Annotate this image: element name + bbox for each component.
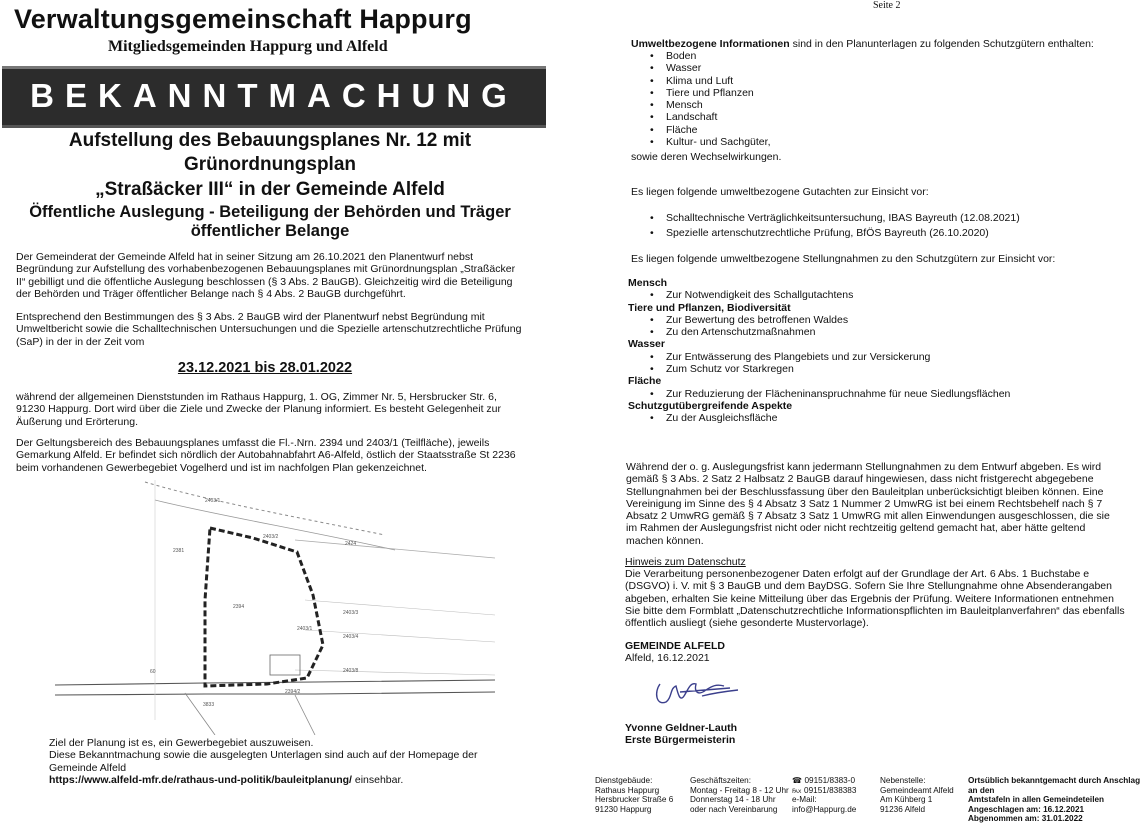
signer-title: Erste Bürgermeisterin bbox=[625, 734, 736, 746]
homepage-line: Diese Bekanntmachung sowie die ausgelegten Unterlagen sind auch auf der Homepage der Gemeinde Alfeld bbox=[49, 749, 478, 774]
section-title: Wasser bbox=[628, 338, 665, 351]
gutachten-intro: Es liegen folgende umweltbezogene Gutachten zur Einsicht vor: bbox=[631, 186, 929, 198]
heading-line-2: Grünordnungsplan bbox=[183, 154, 357, 175]
homepage-suffix: einsehbar. bbox=[351, 773, 404, 786]
paragraph-goal bbox=[49, 737, 519, 786]
paragraph-datenschutz: Die Verarbeitung personenbezogener Daten erfolgt auf der Grundlage der Art. 6 Abs. 1 Buchstabe e (DSGVO) i. V. mit § 3 BauGB und dem BayDSG. Sofern Sie Ihre Stellungnahme ohne Absenderangaben abgeben, erhalten Sie keine Mitteilung über das Ergebnis der Prüfung. Weitere Informationen entnehmen Sie bitte dem Formblatt „Datenschutzrechtliche Informationspflichten im Bauleitplanverfahren“ das ebenfalls öffentlich ausliegt (siehe gesonderte Mustervorlage). bbox=[625, 568, 1125, 630]
goal-line: Ziel der Planung ist es, ein Gewerbegebiet auszuweisen. bbox=[49, 737, 314, 749]
list-item: • Wasser bbox=[648, 62, 948, 74]
list-item: • Kultur- und Sachgüter, bbox=[648, 136, 948, 148]
footer-line: 91236 Alfeld bbox=[880, 804, 926, 814]
page-number: Seite 2 bbox=[873, 0, 901, 11]
plan-label: 2403/1 bbox=[297, 626, 313, 632]
plan-label: 2403/8 bbox=[343, 668, 359, 674]
list-item: • Boden bbox=[648, 50, 948, 62]
footer-branch bbox=[880, 776, 954, 814]
heading-line-5: öffentlicher Belange bbox=[190, 222, 350, 240]
plan-label: 2381 bbox=[173, 548, 185, 554]
page-1 bbox=[0, 0, 572, 823]
org-subtitle: Mitgliedsgemeinden Happurg und Alfeld bbox=[108, 38, 388, 55]
footer-line: Geschäftszeiten: bbox=[690, 776, 751, 785]
paragraph-frist: Während der o. g. Auslegungsfrist kann jedermann Stellungnahmen zu dem Entwurf abgeben. Es wird gemäß § 3 Abs. 2 Satz 2 Halbsatz 2 BauGB darauf hingewiesen, dass nicht fristgerecht abgegebene Stellungnahmen bei der Beschlussfassung über den Bauleitplan unberücksichtigt bleiben können. Eine Vereinigung im Sinne des § 4 Absatz 3 Satz 1 Nummer 2 UmwRG ist bei einem Rechtsbehelf nach § 7 Absatz 2 UmwRG gemäß § 7 Absatz 3 Satz 1 UmwRG mit allen Einwendungen ausgeschlossen, die sie im Rahmen der Auslegungsfrist nicht oder nicht rechtzeitig geltend gemacht hat, aber hätte geltend machen können. bbox=[626, 461, 1110, 547]
plan-label: 3833 bbox=[203, 702, 215, 708]
place-date: Alfeld, 16.12.2021 bbox=[625, 652, 710, 664]
stellungnahmen-sections bbox=[628, 277, 1108, 425]
footer-line: Nebenstelle: bbox=[880, 776, 926, 785]
banner-text: BEKANNTMACHUNG bbox=[30, 77, 518, 114]
env-info-intro-bold: Umweltbezogene Informationen bbox=[631, 38, 790, 50]
list-item: • Zu den Artenschutzmaßnahmen bbox=[648, 326, 1108, 338]
footer-line: Donnerstag 14 - 18 Uhr bbox=[690, 795, 776, 805]
plan-label: 2424 bbox=[345, 541, 357, 547]
stellungnahmen-intro: Es liegen folgende umweltbezogene Stellungnahmen zu den Schutzgütern zur Einsicht vor: bbox=[631, 253, 1056, 265]
footer-line: Montag - Freitag 8 - 12 Uhr bbox=[690, 785, 789, 795]
footer-line: Am Kühberg 1 bbox=[880, 795, 933, 805]
env-items-list bbox=[648, 50, 948, 148]
plan-label: 2403/1 bbox=[205, 498, 221, 504]
paragraph-display: Entsprechend den Bestimmungen des § 3 Abs. 2 BauGB wird der Planentwurf nebst Begründung mit Umweltbericht sowie die Schalltechnischen Untersuchungen und die Spezielle artenschutzrechtliche Prüfung (SaP) in der in der Zeit vom bbox=[16, 311, 522, 348]
plan-label: 2394/2 bbox=[285, 689, 301, 695]
list-item: • Schalltechnische Verträglichkeitsuntersuchung, IBAS Bayreuth (12.08.2021) bbox=[648, 212, 1088, 224]
plan-label: 2403/2 bbox=[263, 534, 279, 540]
footer-line: Gemeindeamt Alfeld bbox=[880, 785, 954, 795]
section-title: Mensch bbox=[628, 277, 668, 289]
section-title: Schutzgutübergreifende Aspekte bbox=[628, 399, 793, 412]
phone-line: ☎ 09151/8383-0 bbox=[792, 776, 856, 785]
footer-line: 91230 Happurg bbox=[595, 804, 652, 814]
list-item: • Klima und Luft bbox=[648, 75, 948, 87]
footer-line: Ortsüblich bekanntgemacht durch Anschlag an den bbox=[968, 776, 1141, 795]
paragraph-council: Der Gemeinderat der Gemeinde Alfeld hat in seiner Sitzung am 26.10.2021 den Planentwurf nebst Begründung zur Aufstellung des vorhabenbezogenen Bebauungsplanes mit Grünordnungsplan „Straßäcker II“ gebilligt und die öffentliche Auslegung beschlossen (§ 3 Abs. 2 BauGB). Gleichzeitig wird die Beteiligung der Behörden und Träger öffentlicher Belange nach § 4 Abs. 2 BauGB durchgeführt. bbox=[16, 251, 516, 301]
section-title: Fläche bbox=[628, 375, 662, 388]
plan-label: 2403/3 bbox=[343, 610, 359, 616]
footer-line: Dienstgebäude: bbox=[595, 776, 653, 785]
env-items-outro: sowie deren Wechselwirkungen. bbox=[631, 151, 782, 163]
list-item: • Spezielle artenschutzrechtliche Prüfung, BfÖS Bayreuth (26.10.2020) bbox=[648, 227, 1088, 239]
heading-line-1: Aufstellung des Bebauungsplanes Nr. 12 mit bbox=[68, 130, 472, 151]
paragraph-location: während der allgemeinen Dienststunden im Rathaus Happurg, 1. OG, Zimmer Nr. 5, Hersbrucker Str. 6, 91230 Happurg. Dort wird über die Ziele und Zwecke der Planung informiert. Es besteht Gelegenheit zur Äußerung und Erörterung. bbox=[16, 391, 502, 428]
footer-line: e-Mail: bbox=[792, 795, 817, 805]
footer-line: Rathaus Happurg bbox=[595, 785, 660, 795]
footer-posting-info bbox=[968, 776, 1143, 824]
footer-line: oder nach Vereinbarung bbox=[690, 804, 778, 814]
announcement-banner bbox=[2, 66, 546, 128]
env-info-intro-rest: sind in den Planunterlagen zu folgenden Schutzgütern enthalten: bbox=[789, 38, 1094, 50]
footer-line: Abgenommen am: 31.01.2022 bbox=[968, 814, 1083, 824]
display-dates: 23.12.2021 bis 28.01.2022 bbox=[177, 360, 353, 376]
plan-label: 60 bbox=[150, 669, 156, 675]
fax-line: ℻ 09151/838383 bbox=[792, 785, 857, 795]
list-item: • Tiere und Pflanzen bbox=[648, 87, 948, 99]
footer-line: Amtstafeln in allen Gemeindeteilen bbox=[968, 795, 1105, 805]
heading-line-4: Öffentliche Auslegung - Beteiligung der Behörden und Träger bbox=[29, 203, 511, 221]
footer-address bbox=[595, 776, 673, 814]
site-plan-map bbox=[55, 480, 495, 735]
list-item: • Fläche bbox=[648, 124, 948, 136]
homepage-link-line bbox=[49, 774, 519, 786]
footer-line: Angeschlagen am: 16.12.2021 bbox=[968, 804, 1085, 814]
list-item: • Mensch bbox=[648, 99, 948, 111]
list-item: • Landschaft bbox=[648, 111, 948, 123]
list-item: • Zum Schutz vor Starkregen bbox=[648, 363, 1108, 375]
footer-contact bbox=[792, 776, 856, 814]
env-info-intro bbox=[631, 38, 1111, 50]
gemeinde-name: GEMEINDE ALFELD bbox=[625, 640, 725, 652]
signer-name: Yvonne Geldner-Lauth bbox=[625, 722, 738, 734]
footer-line: Hersbrucker Straße 6 bbox=[595, 795, 674, 805]
datenschutz-title: Hinweis zum Datenschutz bbox=[625, 556, 746, 568]
footer-hours bbox=[690, 776, 789, 814]
list-item: • Zur Entwässerung des Plangebiets und zur Versickerung bbox=[648, 351, 1108, 363]
gutachten-list bbox=[648, 212, 1088, 240]
list-item: • Zu der Ausgleichsfläche bbox=[648, 412, 1108, 424]
list-item: • Zur Reduzierung der Flächeninanspruchnahme für neue Siedlungsflächen bbox=[648, 388, 1108, 400]
plan-label: 2394 bbox=[233, 604, 245, 610]
org-title: Verwaltungsgemeinschaft Happurg bbox=[14, 4, 472, 34]
signature-image bbox=[650, 672, 745, 712]
section-title: Tiere und Pflanzen, Biodiversität bbox=[628, 301, 791, 314]
plan-label: 2403/4 bbox=[343, 634, 359, 640]
list-item: • Zur Bewertung des betroffenen Waldes bbox=[648, 314, 1108, 326]
list-item: • Zur Notwendigkeit des Schallgutachtens bbox=[648, 289, 1108, 301]
paragraph-scope: Der Geltungsbereich des Bebauungsplanes umfasst die Fl.-.Nrn. 2394 und 2403/1 (Teilfläche), jeweils Gemarkung Alfeld. Er befindet sich nördlich der Autobahnabfahrt A6-Alfeld, östlich der Staatsstraße St 2236 beim vorhandenen Gewerbegebiet Vogelherd und ist im nachfolgen Plan gekenzeichnet. bbox=[16, 437, 516, 474]
heading-line-3: „Straßäcker III“ in der Gemeinde Alfeld bbox=[95, 179, 445, 200]
homepage-link[interactable]: https://www.alfeld-mfr.de/rathaus-und-politik/bauleitplanung/ bbox=[49, 773, 352, 786]
email-link[interactable]: info@Happurg.de bbox=[792, 804, 857, 814]
